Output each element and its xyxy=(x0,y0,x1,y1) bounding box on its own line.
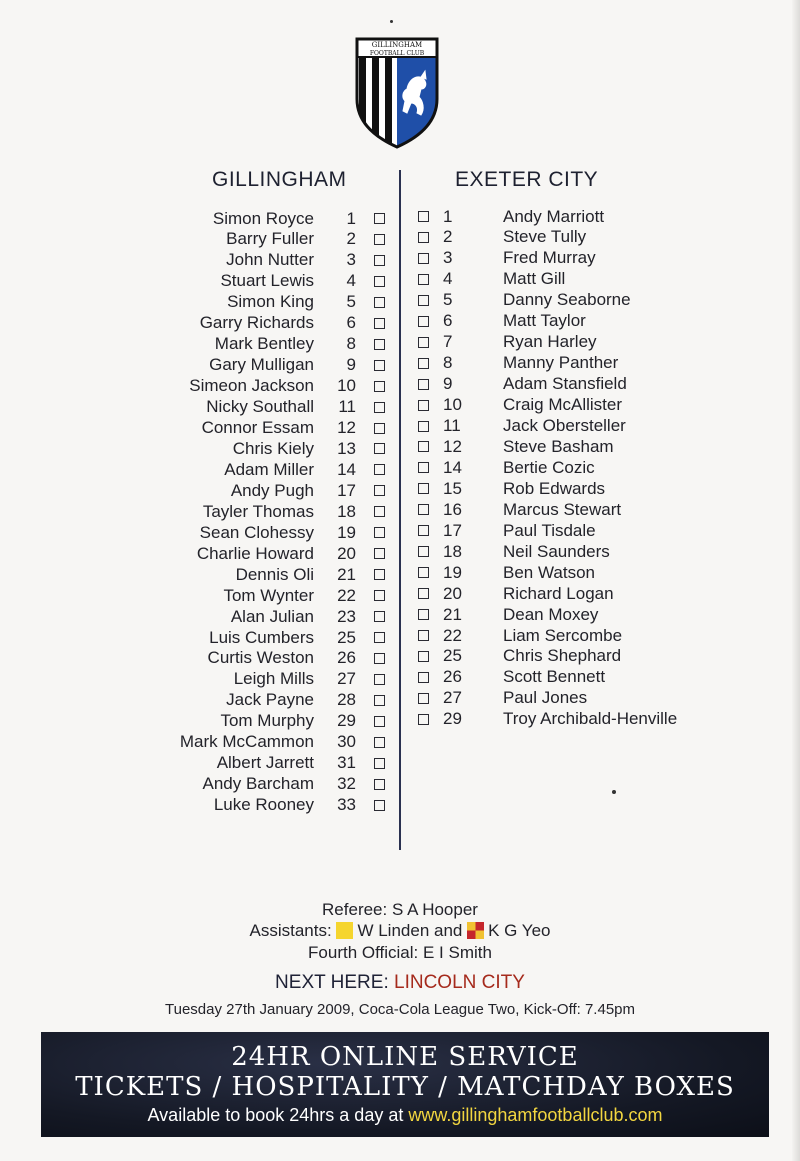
away-player-row xyxy=(414,499,704,520)
home-player-row xyxy=(150,564,400,585)
player-number: 5 xyxy=(346,292,356,312)
tick-box[interactable] xyxy=(374,737,385,748)
player-number: 1 xyxy=(443,206,453,226)
print-speck xyxy=(390,20,393,23)
player-name: Scott Bennett xyxy=(503,667,606,687)
player-number: 8 xyxy=(346,334,356,354)
player-number: 22 xyxy=(337,585,356,605)
player-number: 7 xyxy=(443,332,453,352)
player-number: 8 xyxy=(443,353,453,373)
player-name: Tom Murphy xyxy=(220,711,314,731)
away-player-row xyxy=(414,311,704,332)
away-player-row xyxy=(414,248,704,269)
tick-box[interactable] xyxy=(374,339,385,350)
banner-line1: 24HR ONLINE SERVICE xyxy=(231,1042,579,1072)
away-player-row xyxy=(414,667,704,688)
player-name: Ryan Harley xyxy=(503,332,597,352)
home-player-row xyxy=(150,376,400,397)
away-team-title: EXETER CITY xyxy=(455,168,599,191)
player-name: Chris Kiely xyxy=(232,438,314,458)
assistant-1: W Linden and xyxy=(357,921,463,940)
tick-box[interactable] xyxy=(418,337,429,348)
tick-box[interactable] xyxy=(374,443,385,454)
away-player-row xyxy=(414,541,704,562)
player-name: Paul Jones xyxy=(503,688,588,708)
player-number: 17 xyxy=(337,480,356,500)
player-number: 27 xyxy=(443,688,462,708)
player-name: Simeon Jackson xyxy=(189,376,314,396)
player-number: 26 xyxy=(443,667,462,687)
next-fixture-heading xyxy=(0,972,800,994)
away-player-row xyxy=(414,436,704,457)
away-player-row xyxy=(414,269,704,290)
home-player-row xyxy=(150,753,400,774)
player-number: 25 xyxy=(443,646,462,666)
player-number: 19 xyxy=(337,522,356,542)
home-player-row xyxy=(150,334,400,355)
player-name: Nicky Southall xyxy=(206,397,314,417)
away-player-row xyxy=(414,625,704,646)
player-name: Andy Barcham xyxy=(202,774,314,794)
tick-box[interactable] xyxy=(374,464,385,475)
tick-box[interactable] xyxy=(418,295,429,306)
away-player-row xyxy=(414,374,704,395)
player-name: Barry Fuller xyxy=(226,229,314,249)
next-fixture-details: Tuesday 27th January 2009, Coca-Cola League Two, Kick-Off: 7.45pm xyxy=(165,1001,635,1018)
player-name: Jack Obersteller xyxy=(503,416,626,435)
away-player-row xyxy=(414,604,704,625)
tick-box[interactable] xyxy=(374,653,385,664)
club-crest xyxy=(355,37,439,149)
tick-box[interactable] xyxy=(418,567,429,578)
player-name: Adam Stansfield xyxy=(503,374,627,394)
home-player-row xyxy=(150,459,400,480)
home-player-row xyxy=(150,480,400,501)
player-number: 16 xyxy=(443,499,462,519)
tick-box[interactable] xyxy=(418,441,429,452)
player-name: Steve Tully xyxy=(503,227,587,247)
tick-box[interactable] xyxy=(374,590,385,601)
player-number: 23 xyxy=(337,606,356,626)
home-player-row xyxy=(150,418,400,439)
away-player-row xyxy=(414,395,704,416)
tick-box[interactable] xyxy=(418,609,429,620)
player-name: Matt Gill xyxy=(503,269,566,289)
tick-box[interactable] xyxy=(374,800,385,811)
player-name: Steve Basham xyxy=(503,436,614,456)
player-number: 20 xyxy=(443,583,462,603)
player-number: 29 xyxy=(337,711,356,731)
tick-box[interactable] xyxy=(418,316,429,327)
home-player-row xyxy=(150,606,400,627)
player-number: 29 xyxy=(443,709,462,729)
player-name: Adam Miller xyxy=(224,459,314,479)
tick-box[interactable] xyxy=(374,716,385,727)
player-name: Marcus Stewart xyxy=(503,499,622,519)
player-number: 4 xyxy=(346,271,356,291)
home-player-row xyxy=(150,585,400,606)
away-player-row xyxy=(414,583,704,604)
away-player-row xyxy=(414,709,704,730)
player-name: Richard Logan xyxy=(503,583,614,603)
player-number: 21 xyxy=(337,564,356,584)
player-number: 22 xyxy=(443,625,462,645)
player-name: Danny Seaborne xyxy=(503,290,631,310)
tick-box[interactable] xyxy=(418,358,429,369)
player-number: 20 xyxy=(337,543,356,563)
player-number: 11 xyxy=(338,397,356,417)
next-opponent: LINCOLN CITY xyxy=(394,972,525,993)
player-name: Matt Taylor xyxy=(503,311,586,331)
home-player-row xyxy=(150,250,400,271)
assistants-line xyxy=(0,921,800,941)
tick-box[interactable] xyxy=(374,297,385,308)
tick-box[interactable] xyxy=(374,548,385,559)
player-name: Tom Wynter xyxy=(223,585,314,605)
player-name: Andy Pugh xyxy=(230,480,314,500)
player-number: 17 xyxy=(443,520,462,540)
player-number: 12 xyxy=(337,418,356,437)
yellow-flag-icon xyxy=(336,922,353,939)
player-name: Curtis Weston xyxy=(207,648,314,668)
tick-box[interactable] xyxy=(418,274,429,285)
tick-box[interactable] xyxy=(418,693,429,704)
player-name: Stuart Lewis xyxy=(220,271,314,291)
tick-box[interactable] xyxy=(374,569,385,580)
tick-box[interactable] xyxy=(418,672,429,683)
banner-line2: TICKETS / HOSPITALITY / MATCHDAY BOXES xyxy=(75,1072,735,1102)
player-name: Rob Edwards xyxy=(503,478,606,498)
away-player-row xyxy=(414,332,704,353)
player-number: 33 xyxy=(337,795,356,815)
player-number: 31 xyxy=(337,753,356,773)
tick-box[interactable] xyxy=(374,506,385,517)
player-number: 6 xyxy=(346,313,356,333)
away-player-row xyxy=(414,562,704,583)
home-player-row xyxy=(150,732,400,753)
player-number: 5 xyxy=(443,290,453,310)
player-name: Bertie Cozic xyxy=(503,457,595,477)
tick-box[interactable] xyxy=(374,423,385,434)
player-number: 3 xyxy=(346,250,356,270)
player-name: Mark McCammon xyxy=(179,732,314,752)
player-number: 26 xyxy=(337,648,356,668)
tick-box[interactable] xyxy=(418,400,429,411)
tick-box[interactable] xyxy=(418,630,429,641)
tick-box[interactable] xyxy=(418,546,429,557)
tick-box[interactable] xyxy=(374,611,385,622)
player-number: 15 xyxy=(443,478,462,498)
home-player-row xyxy=(150,313,400,334)
player-name: Jack Payne xyxy=(226,690,314,710)
player-number: 2 xyxy=(346,229,356,249)
crest-text-line2: FOOTBALL CLUB xyxy=(369,50,425,57)
player-number: 28 xyxy=(337,690,356,710)
away-player-row xyxy=(414,688,704,709)
player-name: Dennis Oli xyxy=(235,564,314,584)
player-name: Alan Julian xyxy=(230,606,314,626)
player-number: 10 xyxy=(337,376,356,396)
assistants-label: Assistants: xyxy=(249,921,332,940)
tick-box[interactable] xyxy=(374,779,385,790)
home-player-row xyxy=(150,690,400,711)
player-name: Gary Mulligan xyxy=(209,355,314,375)
player-name: Paul Tisdale xyxy=(503,520,596,540)
player-number: 30 xyxy=(337,732,356,752)
home-player-row xyxy=(150,292,400,313)
away-player-row xyxy=(414,206,704,227)
player-name: Andy Marriott xyxy=(503,206,605,226)
player-number: 3 xyxy=(443,248,453,268)
home-player-row xyxy=(150,522,400,543)
tick-box[interactable] xyxy=(374,318,385,329)
tick-box[interactable] xyxy=(418,232,429,243)
tick-box[interactable] xyxy=(418,379,429,390)
checkered-flag-icon xyxy=(467,922,484,939)
home-player-row xyxy=(150,774,400,795)
ticketing-banner xyxy=(41,1032,769,1137)
tick-box[interactable] xyxy=(418,462,429,473)
player-name: Neil Saunders xyxy=(503,541,610,561)
tick-box[interactable] xyxy=(374,276,385,287)
player-name: Simon Royce xyxy=(212,208,314,228)
fourth-official-line: Fourth Official: E I Smith xyxy=(308,943,492,962)
club-website-link[interactable]: www.gillinghamfootballclub.com xyxy=(408,1105,663,1125)
player-number: 18 xyxy=(443,541,462,561)
away-player-row xyxy=(414,457,704,478)
print-speck xyxy=(612,790,616,794)
player-name: Troy Archibald-Henville xyxy=(503,709,678,729)
player-name: Tayler Thomas xyxy=(202,501,314,521)
tick-box[interactable] xyxy=(418,504,429,515)
tick-box[interactable] xyxy=(418,483,429,494)
home-player-row xyxy=(150,229,400,250)
home-team-title: GILLINGHAM xyxy=(212,168,347,191)
home-player-row xyxy=(150,543,400,564)
referee-line: Referee: S A Hooper xyxy=(322,900,478,919)
player-name: Craig McAllister xyxy=(503,395,623,415)
tick-box[interactable] xyxy=(418,421,429,432)
tick-box[interactable] xyxy=(374,360,385,371)
banner-line3 xyxy=(41,1105,769,1126)
player-number: 21 xyxy=(443,604,462,624)
away-player-row xyxy=(414,646,704,667)
player-name: Leigh Mills xyxy=(233,669,314,689)
tick-box[interactable] xyxy=(374,695,385,706)
home-player-row xyxy=(150,355,400,376)
home-player-row xyxy=(150,438,400,459)
assistant-2: K G Yeo xyxy=(488,921,551,940)
away-player-row xyxy=(414,520,704,541)
tick-box[interactable] xyxy=(374,255,385,266)
player-number: 19 xyxy=(443,562,462,582)
home-player-row xyxy=(150,208,400,229)
player-name: Liam Sercombe xyxy=(503,625,623,645)
player-number: 2 xyxy=(443,227,453,247)
player-name: Chris Shephard xyxy=(503,646,622,666)
home-player-row xyxy=(150,648,400,669)
player-number: 12 xyxy=(443,436,462,456)
home-player-row xyxy=(150,627,400,648)
player-name: Charlie Howard xyxy=(196,543,314,563)
player-name: Fred Murray xyxy=(503,248,596,268)
tick-box[interactable] xyxy=(374,527,385,538)
player-number: 25 xyxy=(337,627,356,647)
tick-box[interactable] xyxy=(374,381,385,392)
away-player-row xyxy=(414,416,704,437)
next-here-label: NEXT HERE: xyxy=(275,972,389,993)
player-name: Manny Panther xyxy=(503,353,619,373)
player-number: 10 xyxy=(443,395,462,415)
tick-box[interactable] xyxy=(418,525,429,536)
tick-box[interactable] xyxy=(374,758,385,769)
home-player-row xyxy=(150,397,400,418)
player-number: 6 xyxy=(443,311,453,331)
away-player-row xyxy=(414,227,704,248)
player-name: Mark Bentley xyxy=(214,334,314,354)
player-number: 13 xyxy=(337,438,356,458)
player-number: 11 xyxy=(443,416,461,435)
player-name: Luis Cumbers xyxy=(209,627,314,647)
crest-text-line1: GILLINGHAM xyxy=(371,41,423,49)
tick-box[interactable] xyxy=(418,253,429,264)
banner-availability-text: Available to book 24hrs a day at xyxy=(147,1105,404,1125)
tick-box[interactable] xyxy=(418,714,429,725)
tick-box[interactable] xyxy=(418,211,429,222)
tick-box[interactable] xyxy=(374,485,385,496)
tick-box[interactable] xyxy=(374,213,385,224)
home-player-row xyxy=(150,711,400,732)
tick-box[interactable] xyxy=(418,651,429,662)
player-number: 9 xyxy=(346,355,356,375)
player-name: Ben Watson xyxy=(503,562,595,582)
player-name: Dean Moxey xyxy=(503,604,599,624)
player-name: Connor Essam xyxy=(201,418,314,437)
player-name: Albert Jarrett xyxy=(216,753,314,773)
tick-box[interactable] xyxy=(374,402,385,413)
player-number: 27 xyxy=(337,669,356,689)
home-player-row xyxy=(150,669,400,690)
player-name: Sean Clohessy xyxy=(199,522,314,542)
player-number: 1 xyxy=(346,208,356,228)
player-number: 14 xyxy=(337,459,356,479)
player-name: Luke Rooney xyxy=(213,795,314,815)
player-number: 9 xyxy=(443,374,453,394)
player-number: 14 xyxy=(443,457,462,477)
player-number: 18 xyxy=(337,501,356,521)
home-player-row xyxy=(150,501,400,522)
player-name: John Nutter xyxy=(226,250,314,270)
away-player-row xyxy=(414,478,704,499)
home-player-row xyxy=(150,795,400,816)
tick-box[interactable] xyxy=(374,674,385,685)
tick-box[interactable] xyxy=(374,632,385,643)
home-player-row xyxy=(150,271,400,292)
player-name: Simon King xyxy=(227,292,314,312)
player-number: 4 xyxy=(443,269,453,289)
away-player-row xyxy=(414,353,704,374)
tick-box[interactable] xyxy=(418,588,429,599)
away-player-row xyxy=(414,290,704,311)
player-number: 32 xyxy=(337,774,356,794)
player-name: Garry Richards xyxy=(199,313,314,333)
tick-box[interactable] xyxy=(374,234,385,245)
